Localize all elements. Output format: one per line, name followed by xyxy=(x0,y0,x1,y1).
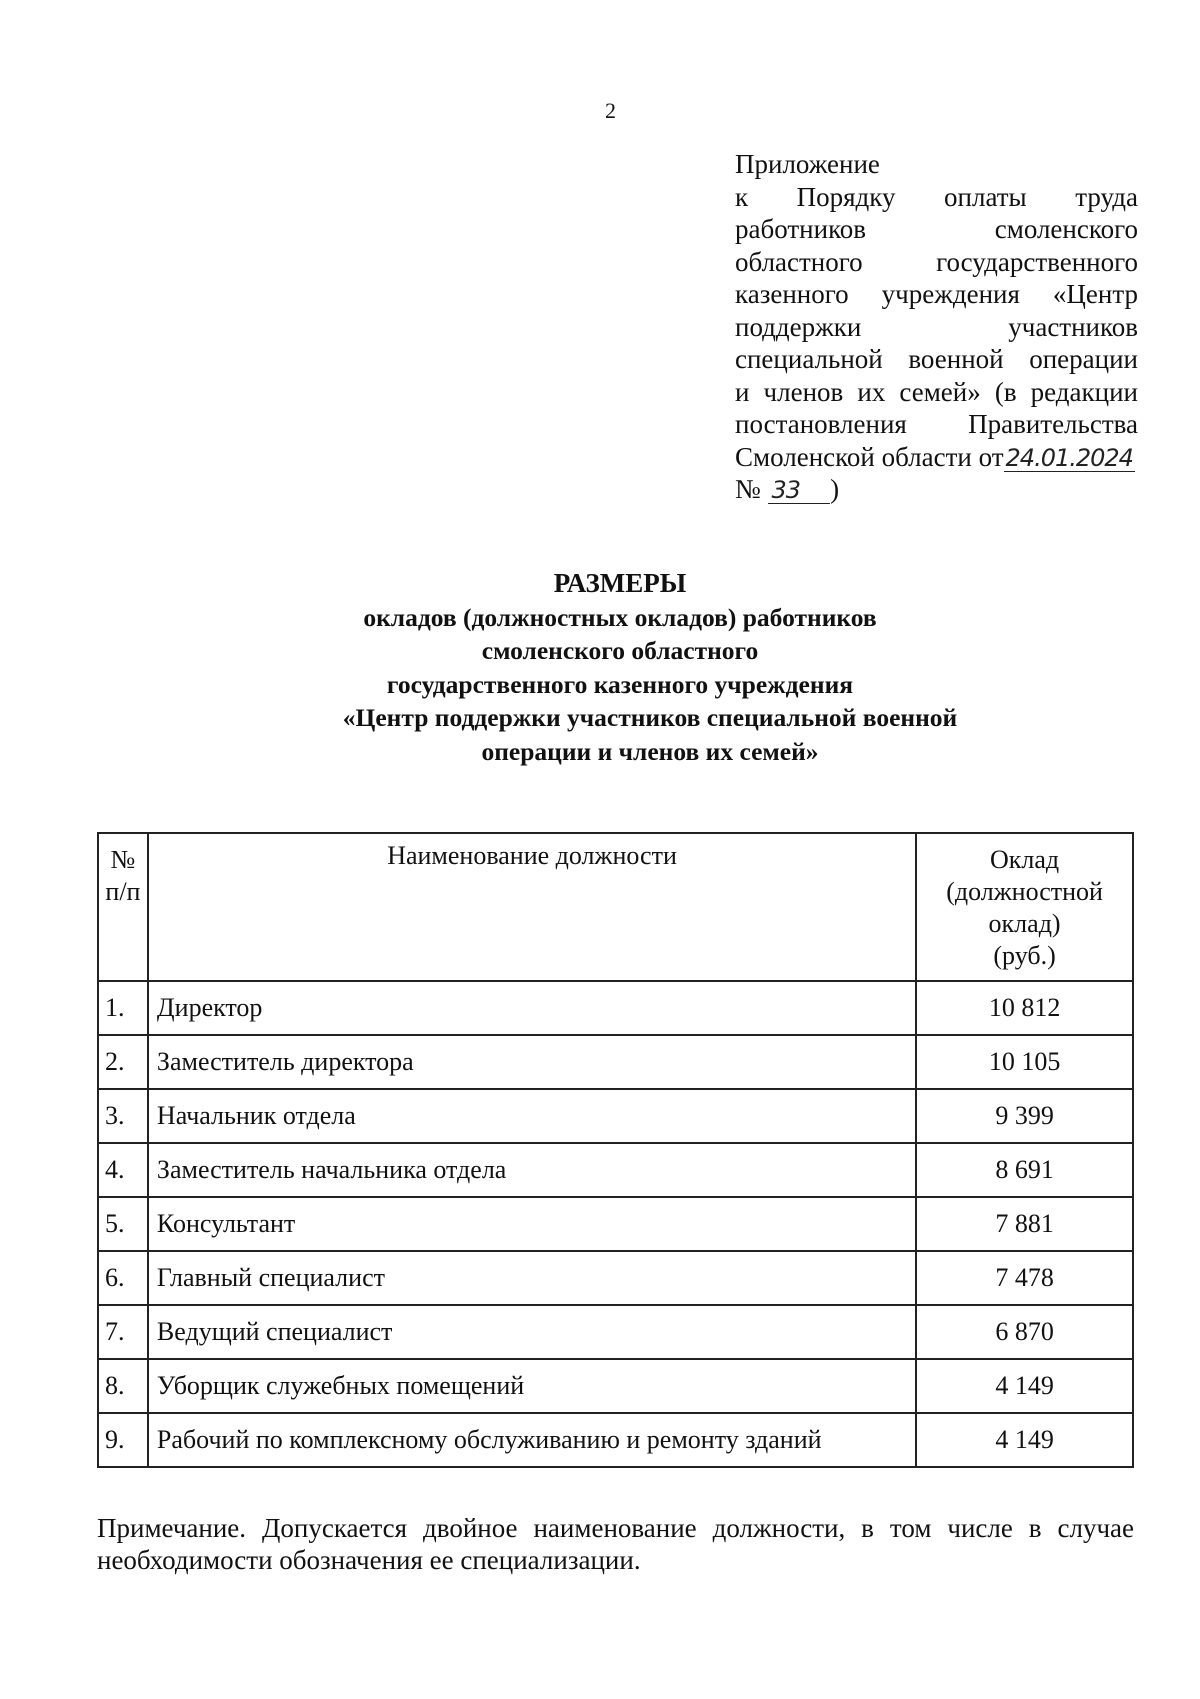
table-row xyxy=(98,1143,1133,1197)
header-salary-line: (руб.) xyxy=(993,941,1056,970)
appendix-date-line xyxy=(735,441,1138,474)
appendix-line: казенного учреждения «Центр xyxy=(735,279,1138,309)
header-salary-line: Оклад xyxy=(990,845,1060,874)
header-salary-line: оклад) xyxy=(988,909,1061,938)
header-number xyxy=(98,833,148,981)
table-row xyxy=(98,981,1133,1035)
table-row xyxy=(98,1251,1133,1305)
row-salary: 7 478 xyxy=(916,1251,1133,1305)
row-number: 2. xyxy=(98,1035,148,1089)
row-number: 4. xyxy=(98,1143,148,1197)
handwritten-date: 24.01.2024 xyxy=(1005,443,1133,472)
row-number: 7. xyxy=(98,1305,148,1359)
page-number: 2 xyxy=(605,98,616,123)
title-line: окладов (должностных окладов) работников xyxy=(363,602,877,632)
table-row xyxy=(98,1035,1133,1089)
appendix-line: областного государственного xyxy=(735,246,1138,277)
appendix-number-prefix: № xyxy=(735,474,761,504)
row-position: Заместитель директора xyxy=(148,1035,916,1089)
row-salary: 4 149 xyxy=(916,1413,1133,1467)
table-row xyxy=(98,1089,1133,1143)
appendix-line: поддержки участников xyxy=(735,311,1138,342)
salary-table xyxy=(97,832,1134,1468)
row-position: Главный специалист xyxy=(148,1251,916,1305)
header-number-line: № xyxy=(110,845,136,874)
row-number: 9. xyxy=(98,1413,148,1467)
row-salary: 8 691 xyxy=(916,1143,1133,1197)
title-line: «Центр поддержки участников специальной военной xyxy=(342,703,958,732)
appendix-date-prefix: Смоленской области от xyxy=(735,441,1004,472)
row-number: 3. xyxy=(98,1089,148,1143)
appendix-number-line xyxy=(735,473,1138,506)
appendix-line: Приложение xyxy=(735,149,880,179)
title-main: РАЗМЕРЫ xyxy=(553,568,687,598)
table-row xyxy=(98,1413,1133,1467)
row-position: Консультант xyxy=(148,1197,916,1251)
row-position: Уборщик служебных помещений xyxy=(148,1359,916,1413)
table-row xyxy=(98,1359,1133,1413)
row-salary: 10 105 xyxy=(916,1035,1133,1089)
row-position: Начальник отдела xyxy=(148,1089,916,1143)
header-salary-line: (должностной xyxy=(946,877,1103,906)
row-number: 6. xyxy=(98,1251,148,1305)
row-number: 5. xyxy=(98,1197,148,1251)
row-salary: 4 149 xyxy=(916,1359,1133,1413)
table-row xyxy=(98,1197,1133,1251)
title-line: операции и членов их семей» xyxy=(481,736,819,766)
appendix-line: работников смоленского xyxy=(735,214,1138,244)
row-salary: 9 399 xyxy=(916,1089,1133,1143)
title-line: смоленского областного xyxy=(481,636,759,665)
row-position: Рабочий по комплексному обслуживанию и ремонту зданий xyxy=(148,1413,916,1467)
table-row xyxy=(98,1305,1133,1359)
row-number: 8. xyxy=(98,1359,148,1413)
appendix-line: и членов их семей» (в редакции xyxy=(735,376,1138,407)
appendix-line: специальной военной операции xyxy=(735,344,1138,374)
header-number-line: п/п xyxy=(105,877,141,906)
row-number: 1. xyxy=(98,981,148,1035)
handwritten-number: 33 xyxy=(768,477,831,504)
row-position: Директор xyxy=(148,981,916,1035)
header-salary xyxy=(916,833,1133,981)
row-salary: 7 881 xyxy=(916,1197,1133,1251)
note-text: Примечание. Допускается двойное наименование должности, в том числе в случае необходимости обозначения ее специализации. xyxy=(97,1513,1134,1575)
header-position: Наименование должности xyxy=(148,833,916,981)
document-title xyxy=(240,567,1000,768)
appendix-header xyxy=(735,148,1138,506)
row-salary: 6 870 xyxy=(916,1305,1133,1359)
row-salary: 10 812 xyxy=(916,981,1133,1035)
table-header-row xyxy=(98,833,1133,981)
appendix-line: к Порядку оплаты труда xyxy=(735,181,1138,212)
appendix-line: постановления Правительства xyxy=(735,409,1138,439)
title-line: государственного казенного учреждения xyxy=(386,669,854,699)
row-position: Заместитель начальника отдела xyxy=(148,1143,916,1197)
row-position: Ведущий специалист xyxy=(148,1305,916,1359)
appendix-number-suffix: ) xyxy=(830,474,840,504)
